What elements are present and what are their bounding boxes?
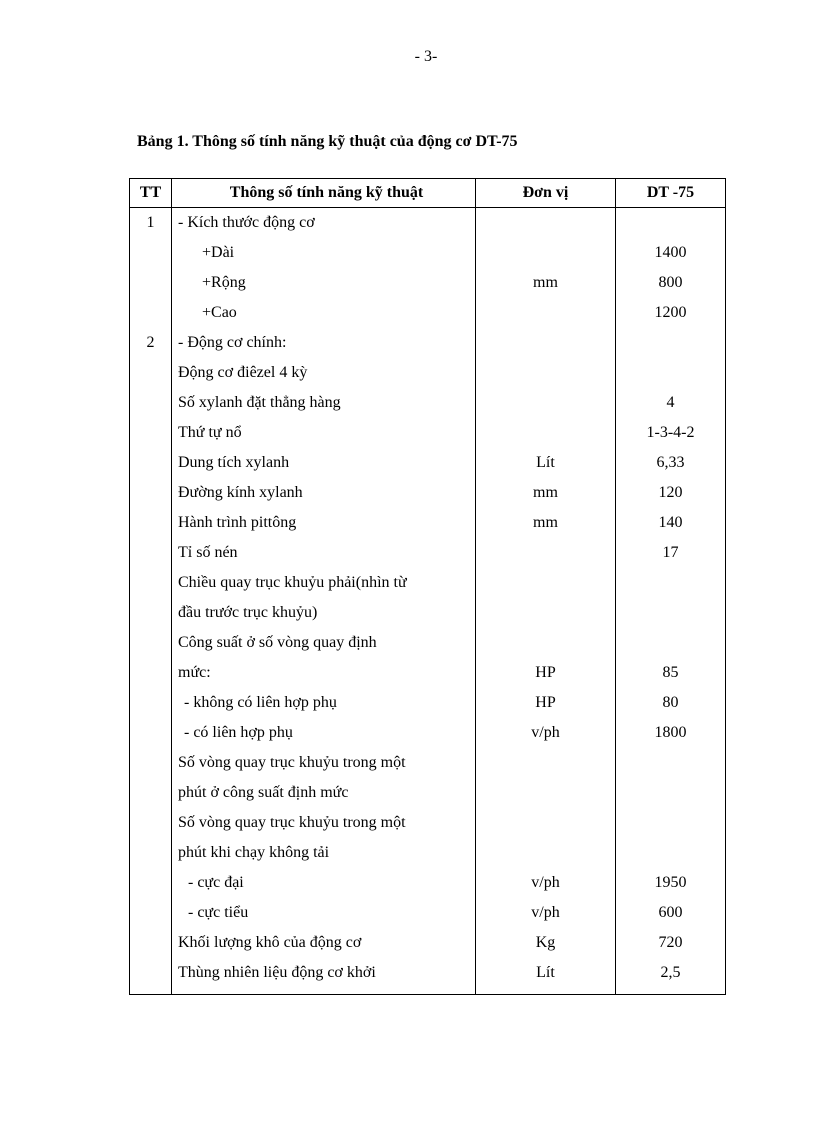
cell-tt [130, 568, 172, 598]
cell-spec-name: +Cao [172, 298, 476, 328]
table-row [130, 268, 726, 298]
cell-spec-name: Công suất ở số vòng quay định [172, 628, 476, 658]
cell-unit: mm [476, 268, 616, 298]
cell-tt [130, 718, 172, 748]
table-row [130, 718, 726, 748]
cell-unit: HP [476, 658, 616, 688]
cell-tt [130, 478, 172, 508]
cell-spec-name: - có liên hợp phụ [172, 718, 476, 748]
cell-value: 2,5 [616, 958, 726, 995]
table-row [130, 238, 726, 268]
cell-tt [130, 928, 172, 958]
cell-tt: 2 [130, 328, 172, 358]
header-row [130, 179, 726, 208]
cell-spec-name: Tỉ số nén [172, 538, 476, 568]
cell-unit [476, 388, 616, 418]
header-spec-name: Thông số tính năng kỹ thuật [172, 179, 476, 208]
table-row [130, 658, 726, 688]
cell-value: 1-3-4-2 [616, 418, 726, 448]
cell-spec-name: Dung tích xylanh [172, 448, 476, 478]
table-body [130, 208, 726, 995]
cell-tt [130, 238, 172, 268]
cell-value: 1950 [616, 868, 726, 898]
header-unit: Đơn vị [476, 179, 616, 208]
cell-value [616, 568, 726, 598]
table-header [130, 179, 726, 208]
cell-tt [130, 268, 172, 298]
cell-spec-name: - Kích thước động cơ [172, 208, 476, 239]
cell-unit: mm [476, 508, 616, 538]
cell-value [616, 838, 726, 868]
cell-value: 4 [616, 388, 726, 418]
cell-tt [130, 898, 172, 928]
engine-spec-table [129, 178, 726, 995]
cell-spec-name: Khối lượng khô của động cơ [172, 928, 476, 958]
cell-tt [130, 388, 172, 418]
header-value: DT -75 [616, 179, 726, 208]
cell-value: 17 [616, 538, 726, 568]
table-row [130, 898, 726, 928]
cell-value: 1800 [616, 718, 726, 748]
table-row [130, 928, 726, 958]
cell-unit [476, 838, 616, 868]
cell-tt [130, 508, 172, 538]
cell-unit: v/ph [476, 718, 616, 748]
cell-spec-name: đầu trước trục khuỷu) [172, 598, 476, 628]
cell-value: 140 [616, 508, 726, 538]
table-row [130, 328, 726, 358]
cell-unit [476, 208, 616, 239]
cell-tt: 1 [130, 208, 172, 239]
cell-spec-name: phút ở công suất định mức [172, 778, 476, 808]
cell-value: 720 [616, 928, 726, 958]
cell-value [616, 328, 726, 358]
cell-unit [476, 358, 616, 388]
cell-value [616, 208, 726, 239]
cell-value [616, 628, 726, 658]
cell-spec-name: +Dài [172, 238, 476, 268]
cell-unit: Lít [476, 958, 616, 995]
cell-value: 120 [616, 478, 726, 508]
table-row [130, 478, 726, 508]
cell-tt [130, 298, 172, 328]
table-row [130, 388, 726, 418]
cell-spec-name: Số xylanh đặt thẳng hàng [172, 388, 476, 418]
page-number: - 3- [414, 48, 438, 65]
cell-tt [130, 808, 172, 838]
table-row [130, 628, 726, 658]
table-row [130, 538, 726, 568]
cell-tt [130, 538, 172, 568]
cell-spec-name: - cực tiểu [172, 898, 476, 928]
cell-tt [130, 868, 172, 898]
cell-tt [130, 958, 172, 995]
table-caption: Bảng 1. Thông số tính năng kỹ thuật của động cơ DT-75 [137, 133, 518, 150]
cell-unit [476, 238, 616, 268]
cell-spec-name: Số vòng quay trục khuỷu trong một [172, 748, 476, 778]
cell-unit [476, 568, 616, 598]
cell-spec-name: Thùng nhiên liệu động cơ khởi [172, 958, 476, 995]
header-tt: TT [130, 179, 172, 208]
table-row [130, 358, 726, 388]
cell-unit: Lít [476, 448, 616, 478]
cell-spec-name: Đường kính xylanh [172, 478, 476, 508]
cell-tt [130, 838, 172, 868]
cell-spec-name: Hành trình pittông [172, 508, 476, 538]
cell-unit: v/ph [476, 898, 616, 928]
cell-value: 600 [616, 898, 726, 928]
cell-unit: mm [476, 478, 616, 508]
cell-spec-name: - không có liên hợp phụ [172, 688, 476, 718]
cell-spec-name: Động cơ điêzel 4 kỳ [172, 358, 476, 388]
cell-value [616, 748, 726, 778]
table-row [130, 208, 726, 239]
table-row [130, 598, 726, 628]
cell-spec-name: Số vòng quay trục khuỷu trong một [172, 808, 476, 838]
cell-tt [130, 598, 172, 628]
cell-value: 1400 [616, 238, 726, 268]
cell-spec-name: Chiều quay trục khuỷu phải(nhìn từ [172, 568, 476, 598]
cell-unit: Kg [476, 928, 616, 958]
cell-tt [130, 658, 172, 688]
cell-tt [130, 358, 172, 388]
cell-unit: HP [476, 688, 616, 718]
table-row [130, 298, 726, 328]
cell-unit [476, 748, 616, 778]
table-row [130, 808, 726, 838]
cell-value [616, 778, 726, 808]
cell-tt [130, 448, 172, 478]
cell-spec-name: - cực đại [172, 868, 476, 898]
cell-value [616, 598, 726, 628]
cell-unit: v/ph [476, 868, 616, 898]
cell-value: 1200 [616, 298, 726, 328]
cell-unit [476, 418, 616, 448]
cell-unit [476, 598, 616, 628]
cell-value: 80 [616, 688, 726, 718]
table-row [130, 778, 726, 808]
table-row [130, 688, 726, 718]
cell-unit [476, 538, 616, 568]
cell-unit [476, 778, 616, 808]
cell-unit [476, 808, 616, 838]
table-row [130, 868, 726, 898]
table-row [130, 838, 726, 868]
table-row [130, 958, 726, 995]
cell-unit [476, 628, 616, 658]
table-row [130, 508, 726, 538]
cell-value: 6,33 [616, 448, 726, 478]
cell-value: 800 [616, 268, 726, 298]
cell-spec-name: - Động cơ chính: [172, 328, 476, 358]
table-row [130, 748, 726, 778]
cell-spec-name: Thứ tự nổ [172, 418, 476, 448]
table-row [130, 448, 726, 478]
cell-value [616, 358, 726, 388]
cell-value [616, 808, 726, 838]
cell-unit [476, 328, 616, 358]
cell-value: 85 [616, 658, 726, 688]
cell-tt [130, 748, 172, 778]
cell-spec-name: phút khi chạy không tải [172, 838, 476, 868]
cell-unit [476, 298, 616, 328]
table-row [130, 568, 726, 598]
cell-tt [130, 688, 172, 718]
cell-tt [130, 418, 172, 448]
cell-tt [130, 628, 172, 658]
cell-spec-name: +Rộng [172, 268, 476, 298]
cell-spec-name: mức: [172, 658, 476, 688]
table-row [130, 418, 726, 448]
cell-tt [130, 778, 172, 808]
